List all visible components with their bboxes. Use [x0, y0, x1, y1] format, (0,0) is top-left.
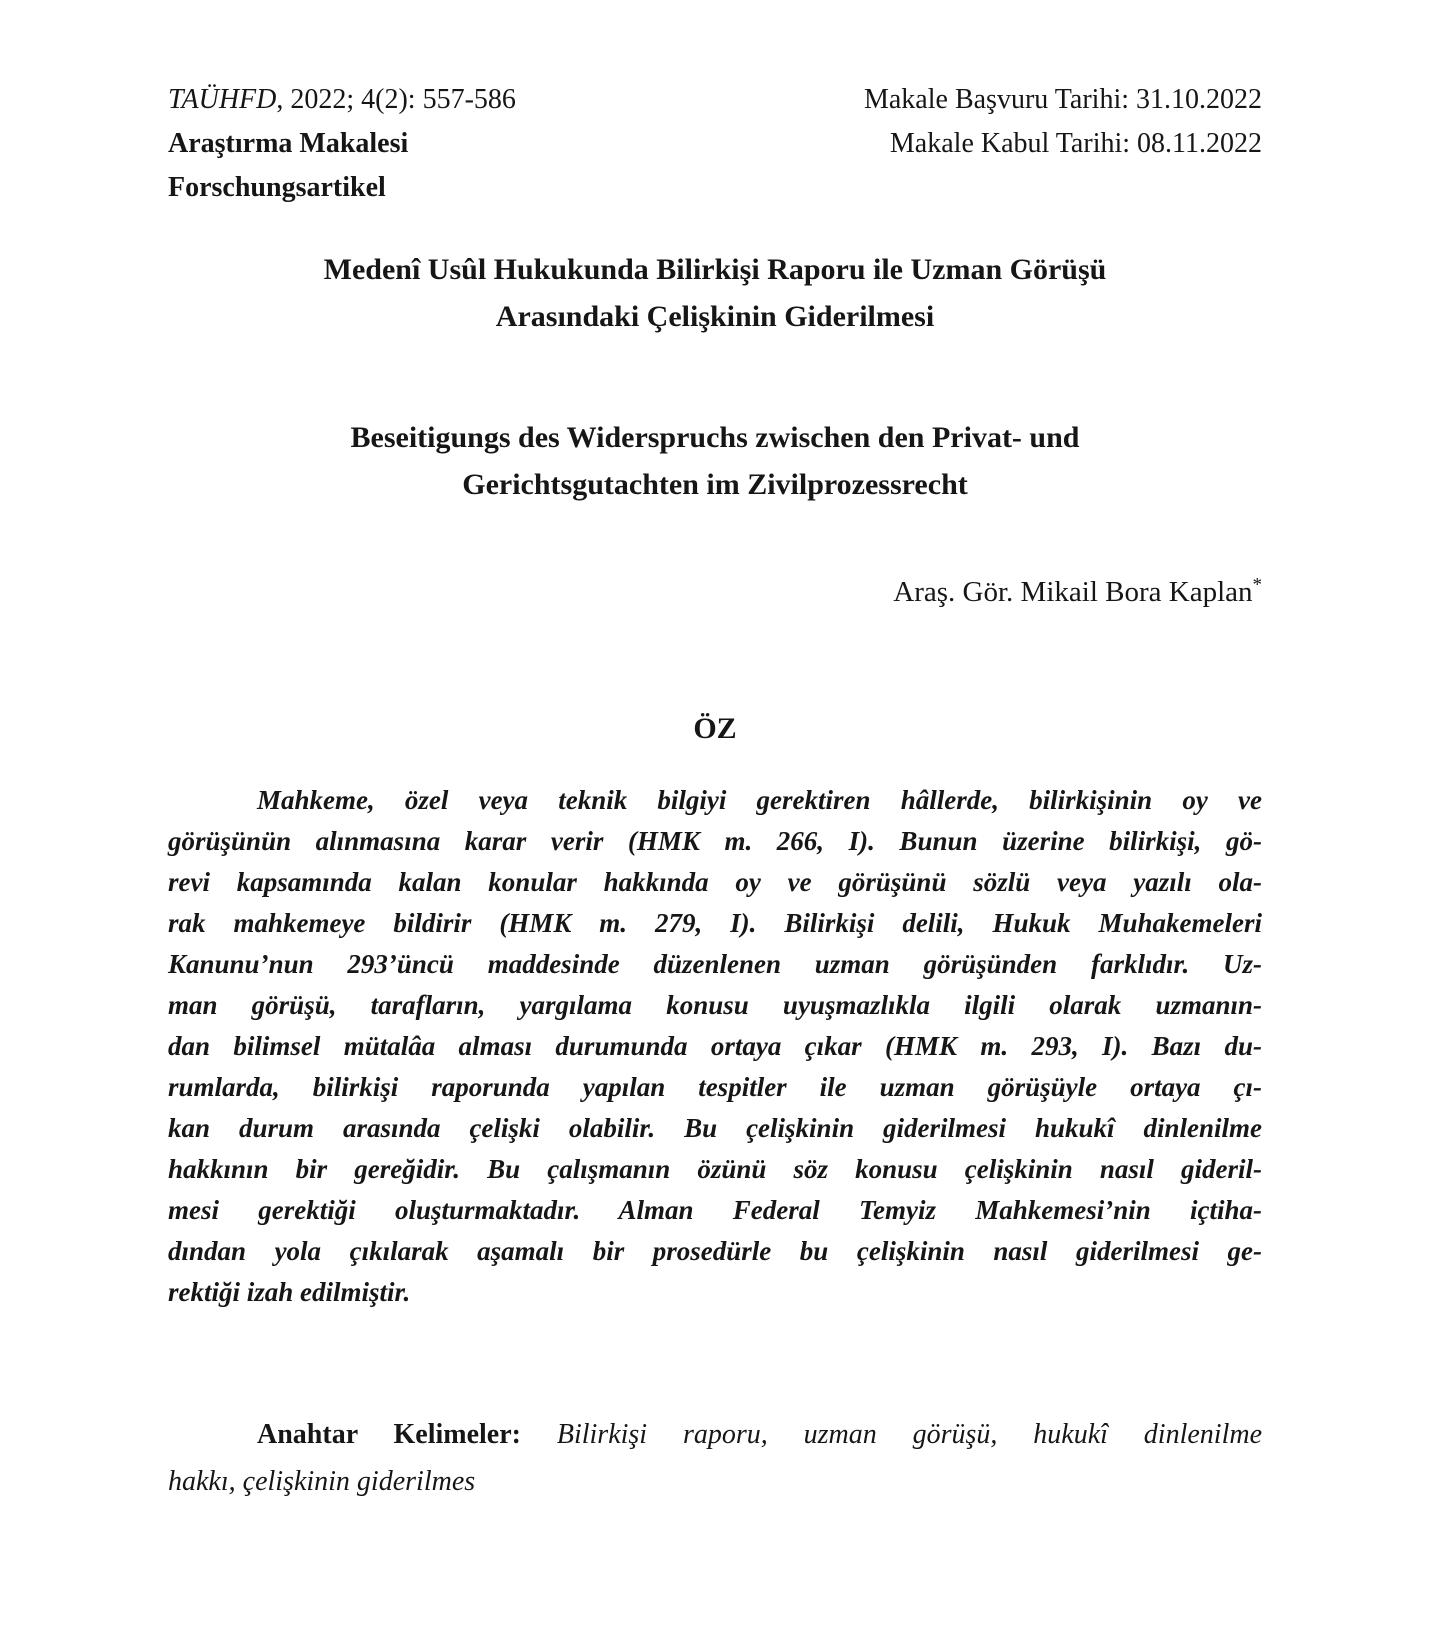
abstract-line: Kanunu’nun 293’üncü maddesinde düzenlenen uzman görüşünden farklıdır. Uz-	[168, 949, 1262, 979]
abstract-line: mesi gerektiği oluşturmaktadır. Alman Federal Temyiz Mahkemesi’nin içtiha-	[168, 1195, 1262, 1225]
abstract-line: rumlarda, bilirkişi raporunda yapılan tespitler ile uzman görüşüyle ortaya çı-	[168, 1072, 1262, 1102]
acceptance-date: Makale Kabul Tarihi: 08.11.2022	[889, 128, 1262, 159]
article-type-turkish: Araştırma Makalesi	[168, 128, 409, 159]
abstract-line: revi kapsamında kalan konular hakkında oy ve görüşünü sözlü veya yazılı ola-	[168, 867, 1262, 897]
abstract-line: Mahkeme, özel veya teknik bilgiyi gerektiren hâllerde, bilirkişinin oy ve	[257, 785, 1262, 815]
abstract-heading: ÖZ	[693, 712, 737, 745]
abstract-line: görüşünün alınmasına karar verir (HMK m. 266, I). Bunun üzerine bilirkişi, gö-	[168, 826, 1262, 856]
abstract-line: dan bilimsel mütalâa alması durumunda ortaya çıkar (HMK m. 293, I). Bazı du-	[168, 1031, 1262, 1061]
title-turkish-line-2: Arasındaki Çelişkinin Giderilmesi	[495, 300, 935, 333]
keywords-label: Anahtar Kelimeler:	[257, 1419, 521, 1450]
keywords-line-2: hakkı, çelişkinin giderilmes	[168, 1466, 476, 1497]
author-line	[168, 572, 1262, 612]
article-title-turkish	[168, 246, 1262, 340]
abstract-line: man görüşü, tarafların, yargılama konusu uyuşmazlıkla ilgili olarak uzmanın-	[168, 990, 1262, 1020]
keywords-text-part-1: Bilirkişi raporu, uzman görüşü, hukukî dinlenilme	[556, 1419, 1262, 1450]
masthead-left	[168, 78, 516, 210]
submission-date: Makale Başvuru Tarihi: 31.10.2022	[863, 84, 1262, 115]
keywords-block	[168, 1411, 1262, 1505]
title-german-line-2: Gerichtsgutachten im Zivilprozessrecht	[462, 468, 968, 501]
journal-citation	[168, 78, 516, 122]
masthead-right	[864, 78, 1262, 166]
abstract-body	[168, 780, 1262, 1313]
abstract-line: rektiği izah edilmiştir.	[168, 1277, 411, 1307]
article-title-german	[168, 414, 1262, 508]
abstract-line: hakkının bir gereğidir. Bu çalışmanın özünü söz konusu çelişkinin nasıl gideril-	[168, 1154, 1262, 1184]
journal-abbreviation: TAÜHFD	[168, 84, 277, 115]
article-masthead	[168, 78, 1262, 210]
citation-detail: , 2022; 4(2): 557-586	[276, 84, 516, 115]
article-type-german: Forschungsartikel	[168, 172, 386, 203]
author-footnote-marker: *	[1252, 574, 1262, 596]
abstract-line: dından yola çıkılarak aşamalı bir prosedürle bu çelişkinin nasıl giderilmesi ge-	[168, 1236, 1262, 1266]
abstract-line: kan durum arasında çelişki olabilir. Bu çelişkinin giderilmesi hukukî dinlenilme	[168, 1113, 1262, 1143]
abstract-line: rak mahkemeye bildirir (HMK m. 279, I). Bilirkişi delili, Hukuk Muhakemeleri	[168, 908, 1262, 938]
title-german-line-1: Beseitigungs des Widerspruchs zwischen den Privat- und	[350, 421, 1080, 454]
title-turkish-line-1: Medenî Usûl Hukukunda Bilirkişi Raporu ile Uzman Görüşü	[323, 253, 1107, 286]
author-name: Araş. Gör. Mikail Bora Kaplan	[893, 576, 1253, 608]
keywords-line-1	[168, 1411, 1262, 1458]
